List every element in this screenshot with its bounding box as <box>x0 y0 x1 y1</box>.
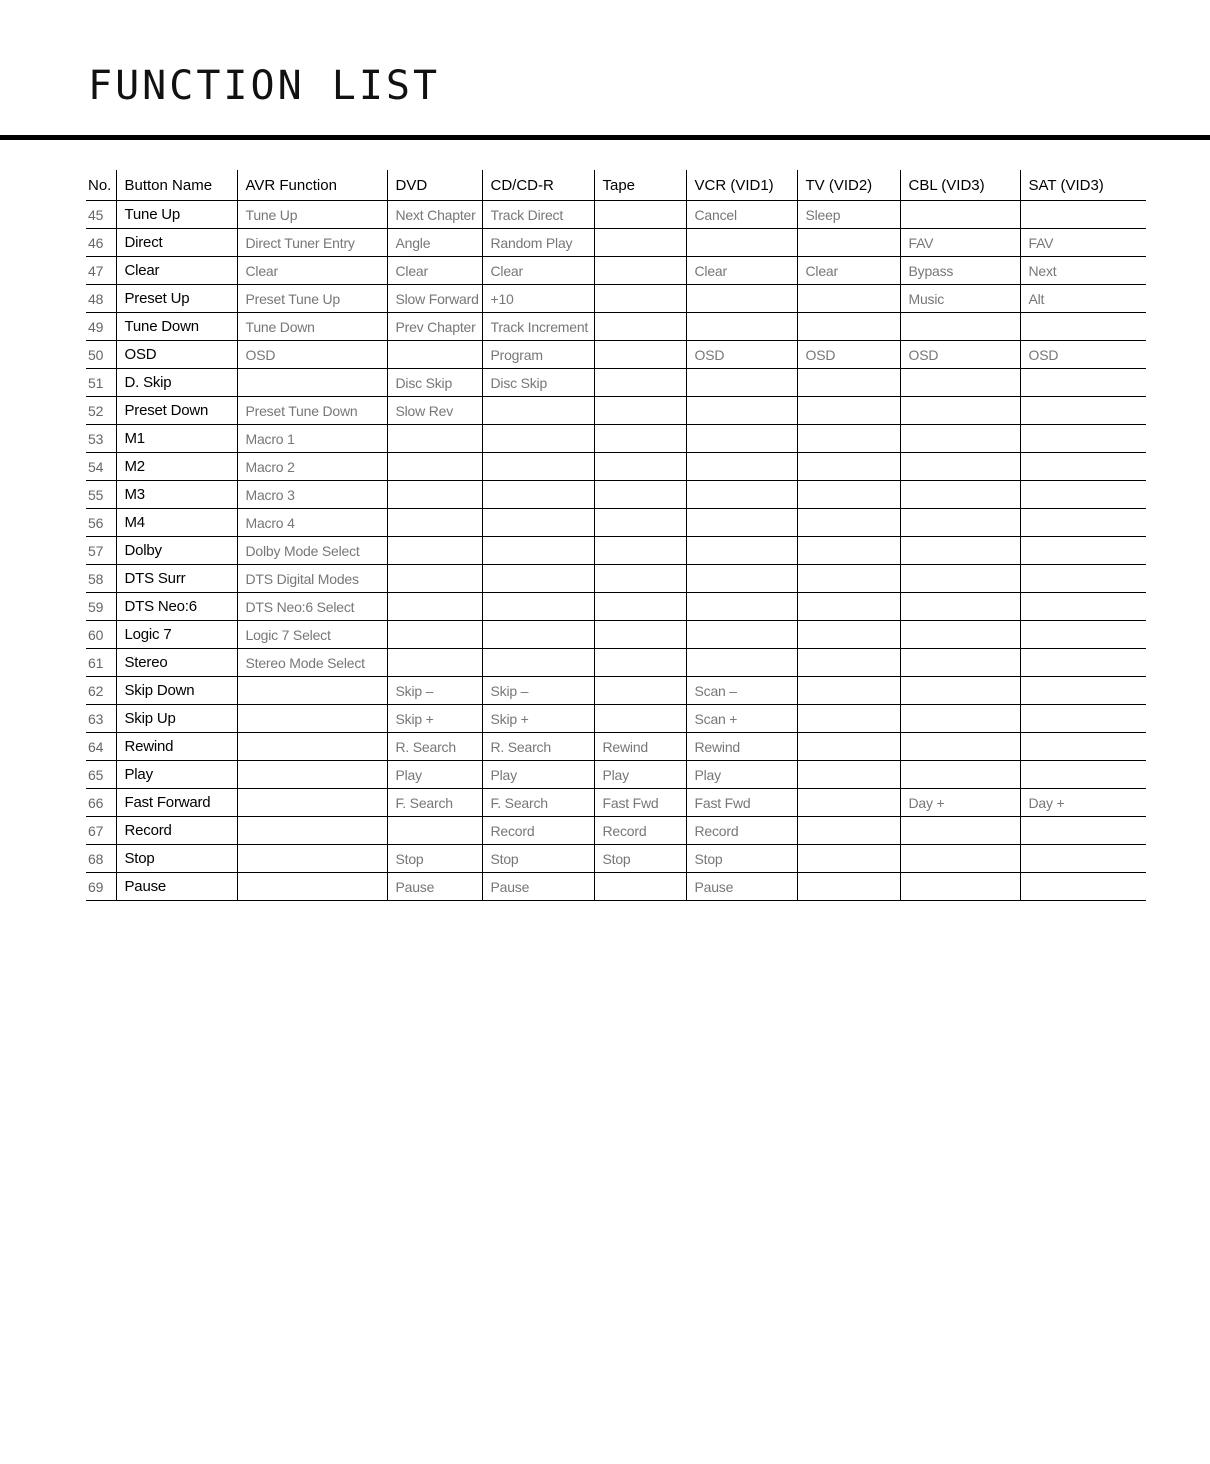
cell-cd: Skip + <box>482 705 594 733</box>
cell-button-name: DTS Surr <box>116 565 237 593</box>
header-sat: SAT (VID3) <box>1020 170 1146 201</box>
cell-avr-function: Macro 2 <box>237 453 387 481</box>
cell-avr-function: Stereo Mode Select <box>237 649 387 677</box>
cell-button-name: Preset Up <box>116 285 237 313</box>
cell-sat <box>1020 677 1146 705</box>
table-row <box>86 425 1146 453</box>
cell-no: 45 <box>86 201 116 229</box>
cell-sat <box>1020 733 1146 761</box>
cell-no: 61 <box>86 649 116 677</box>
cell-sat <box>1020 705 1146 733</box>
table-row <box>86 285 1146 313</box>
cell-cbl <box>900 845 1020 873</box>
table-row <box>86 369 1146 397</box>
cell-avr-function: DTS Neo:6 Select <box>237 593 387 621</box>
cell-tv <box>797 481 900 509</box>
cell-vcr: Scan + <box>686 705 797 733</box>
cell-avr-function <box>237 873 387 901</box>
cell-cd <box>482 621 594 649</box>
cell-tape: Rewind <box>594 733 686 761</box>
cell-dvd: Skip – <box>387 677 482 705</box>
cell-dvd <box>387 649 482 677</box>
cell-vcr: Pause <box>686 873 797 901</box>
table-row <box>86 565 1146 593</box>
cell-tv <box>797 873 900 901</box>
function-table <box>86 170 1146 901</box>
cell-cd <box>482 593 594 621</box>
cell-avr-function <box>237 705 387 733</box>
cell-vcr <box>686 565 797 593</box>
table-row <box>86 817 1146 845</box>
cell-sat <box>1020 649 1146 677</box>
cell-dvd <box>387 481 482 509</box>
cell-vcr <box>686 285 797 313</box>
cell-button-name: Logic 7 <box>116 621 237 649</box>
cell-cbl <box>900 873 1020 901</box>
cell-no: 64 <box>86 733 116 761</box>
cell-vcr: Record <box>686 817 797 845</box>
cell-tv <box>797 509 900 537</box>
cell-cbl <box>900 537 1020 565</box>
cell-button-name: D. Skip <box>116 369 237 397</box>
cell-tape <box>594 397 686 425</box>
cell-sat <box>1020 313 1146 341</box>
cell-sat <box>1020 761 1146 789</box>
cell-cbl <box>900 397 1020 425</box>
cell-tape <box>594 481 686 509</box>
cell-cbl <box>900 593 1020 621</box>
cell-button-name: Tune Up <box>116 201 237 229</box>
cell-vcr <box>686 537 797 565</box>
cell-no: 67 <box>86 817 116 845</box>
cell-button-name: Direct <box>116 229 237 257</box>
cell-dvd: Slow Rev <box>387 397 482 425</box>
cell-button-name: Skip Down <box>116 677 237 705</box>
header-avr-function: AVR Function <box>237 170 387 201</box>
table-row <box>86 537 1146 565</box>
cell-dvd <box>387 593 482 621</box>
cell-button-name: Stop <box>116 845 237 873</box>
cell-cbl <box>900 201 1020 229</box>
cell-cbl <box>900 453 1020 481</box>
cell-dvd <box>387 817 482 845</box>
cell-tv <box>797 285 900 313</box>
cell-tape <box>594 565 686 593</box>
cell-vcr: Play <box>686 761 797 789</box>
cell-dvd: Angle <box>387 229 482 257</box>
cell-tv <box>797 565 900 593</box>
cell-cd: Random Play <box>482 229 594 257</box>
cell-button-name: Dolby <box>116 537 237 565</box>
cell-cd: Track Direct <box>482 201 594 229</box>
cell-tv <box>797 537 900 565</box>
cell-dvd: Prev Chapter <box>387 313 482 341</box>
cell-tape <box>594 229 686 257</box>
cell-sat: OSD <box>1020 341 1146 369</box>
cell-button-name: Play <box>116 761 237 789</box>
cell-no: 53 <box>86 425 116 453</box>
cell-avr-function: Macro 1 <box>237 425 387 453</box>
cell-tv: OSD <box>797 341 900 369</box>
cell-cd <box>482 453 594 481</box>
cell-avr-function: Direct Tuner Entry <box>237 229 387 257</box>
cell-tape: Stop <box>594 845 686 873</box>
cell-no: 66 <box>86 789 116 817</box>
cell-dvd: Skip + <box>387 705 482 733</box>
header-cbl: CBL (VID3) <box>900 170 1020 201</box>
table-row <box>86 621 1146 649</box>
cell-tape <box>594 257 686 285</box>
cell-cbl <box>900 677 1020 705</box>
cell-cbl <box>900 649 1020 677</box>
cell-tape <box>594 705 686 733</box>
table-row <box>86 509 1146 537</box>
cell-avr-function <box>237 733 387 761</box>
cell-dvd <box>387 509 482 537</box>
cell-vcr: Clear <box>686 257 797 285</box>
cell-tape <box>594 649 686 677</box>
cell-cbl <box>900 761 1020 789</box>
cell-dvd <box>387 341 482 369</box>
cell-cbl: Bypass <box>900 257 1020 285</box>
cell-button-name: Clear <box>116 257 237 285</box>
cell-tape <box>594 677 686 705</box>
cell-button-name: Fast Forward <box>116 789 237 817</box>
table-row <box>86 677 1146 705</box>
cell-dvd: Clear <box>387 257 482 285</box>
cell-tape <box>594 537 686 565</box>
cell-vcr <box>686 621 797 649</box>
cell-vcr: Stop <box>686 845 797 873</box>
cell-tv <box>797 453 900 481</box>
cell-vcr <box>686 509 797 537</box>
cell-sat <box>1020 817 1146 845</box>
header-tv: TV (VID2) <box>797 170 900 201</box>
cell-tape <box>594 369 686 397</box>
cell-dvd: Next Chapter <box>387 201 482 229</box>
cell-cbl: OSD <box>900 341 1020 369</box>
cell-dvd <box>387 565 482 593</box>
cell-sat <box>1020 537 1146 565</box>
cell-cd <box>482 649 594 677</box>
cell-cbl <box>900 621 1020 649</box>
cell-dvd <box>387 453 482 481</box>
cell-sat <box>1020 845 1146 873</box>
cell-tape <box>594 201 686 229</box>
cell-dvd <box>387 537 482 565</box>
cell-sat <box>1020 621 1146 649</box>
cell-avr-function: Macro 3 <box>237 481 387 509</box>
table-row <box>86 761 1146 789</box>
header-button-name: Button Name <box>116 170 237 201</box>
cell-button-name: Tune Down <box>116 313 237 341</box>
cell-no: 49 <box>86 313 116 341</box>
cell-no: 56 <box>86 509 116 537</box>
cell-no: 60 <box>86 621 116 649</box>
cell-no: 51 <box>86 369 116 397</box>
cell-tape: Record <box>594 817 686 845</box>
cell-no: 52 <box>86 397 116 425</box>
table-row <box>86 705 1146 733</box>
cell-cd: F. Search <box>482 789 594 817</box>
cell-tape <box>594 341 686 369</box>
cell-cd <box>482 425 594 453</box>
cell-no: 48 <box>86 285 116 313</box>
cell-avr-function: Tune Down <box>237 313 387 341</box>
cell-avr-function: Dolby Mode Select <box>237 537 387 565</box>
cell-button-name: M2 <box>116 453 237 481</box>
cell-tape: Fast Fwd <box>594 789 686 817</box>
cell-no: 58 <box>86 565 116 593</box>
cell-cbl <box>900 705 1020 733</box>
cell-cd: +10 <box>482 285 594 313</box>
cell-vcr <box>686 369 797 397</box>
cell-dvd <box>387 621 482 649</box>
cell-cbl <box>900 509 1020 537</box>
cell-dvd: Pause <box>387 873 482 901</box>
cell-no: 68 <box>86 845 116 873</box>
cell-tv <box>797 313 900 341</box>
cell-button-name: M1 <box>116 425 237 453</box>
cell-avr-function: Preset Tune Down <box>237 397 387 425</box>
cell-avr-function <box>237 817 387 845</box>
cell-cbl <box>900 313 1020 341</box>
cell-button-name: Preset Down <box>116 397 237 425</box>
table-row <box>86 257 1146 285</box>
cell-cd <box>482 537 594 565</box>
cell-no: 62 <box>86 677 116 705</box>
table-row <box>86 313 1146 341</box>
cell-button-name: Rewind <box>116 733 237 761</box>
cell-vcr <box>686 593 797 621</box>
cell-cbl <box>900 425 1020 453</box>
cell-avr-function: Macro 4 <box>237 509 387 537</box>
table-row <box>86 229 1146 257</box>
cell-no: 59 <box>86 593 116 621</box>
cell-vcr <box>686 649 797 677</box>
cell-tape: Play <box>594 761 686 789</box>
header-vcr: VCR (VID1) <box>686 170 797 201</box>
cell-cd: Play <box>482 761 594 789</box>
cell-cd <box>482 509 594 537</box>
cell-cd: Record <box>482 817 594 845</box>
cell-vcr <box>686 425 797 453</box>
cell-tv <box>797 817 900 845</box>
cell-dvd: F. Search <box>387 789 482 817</box>
cell-tv <box>797 425 900 453</box>
cell-avr-function <box>237 845 387 873</box>
cell-sat <box>1020 397 1146 425</box>
cell-tv <box>797 397 900 425</box>
cell-cd: Pause <box>482 873 594 901</box>
cell-cbl <box>900 817 1020 845</box>
cell-sat: Alt <box>1020 285 1146 313</box>
cell-no: 47 <box>86 257 116 285</box>
cell-cbl <box>900 733 1020 761</box>
table-row <box>86 397 1146 425</box>
cell-sat <box>1020 873 1146 901</box>
cell-tape <box>594 425 686 453</box>
cell-sat: FAV <box>1020 229 1146 257</box>
cell-cd: R. Search <box>482 733 594 761</box>
cell-dvd: Disc Skip <box>387 369 482 397</box>
header-no: No. <box>86 170 116 201</box>
cell-button-name: M3 <box>116 481 237 509</box>
cell-tape <box>594 453 686 481</box>
cell-cd: Stop <box>482 845 594 873</box>
cell-cd: Track Increment <box>482 313 594 341</box>
title-divider <box>0 135 1210 140</box>
cell-dvd: R. Search <box>387 733 482 761</box>
header-tape: Tape <box>594 170 686 201</box>
cell-cd: Skip – <box>482 677 594 705</box>
cell-avr-function: Tune Up <box>237 201 387 229</box>
cell-cbl <box>900 481 1020 509</box>
cell-sat <box>1020 481 1146 509</box>
cell-sat <box>1020 509 1146 537</box>
cell-tape <box>594 285 686 313</box>
cell-avr-function <box>237 761 387 789</box>
cell-no: 54 <box>86 453 116 481</box>
cell-avr-function: Clear <box>237 257 387 285</box>
cell-no: 50 <box>86 341 116 369</box>
cell-tv: Sleep <box>797 201 900 229</box>
cell-vcr <box>686 453 797 481</box>
cell-dvd: Play <box>387 761 482 789</box>
cell-tape <box>594 873 686 901</box>
cell-avr-function: Logic 7 Select <box>237 621 387 649</box>
cell-tv <box>797 789 900 817</box>
cell-tv <box>797 621 900 649</box>
table-header-row <box>86 170 1146 201</box>
cell-button-name: M4 <box>116 509 237 537</box>
cell-button-name: Record <box>116 817 237 845</box>
cell-no: 57 <box>86 537 116 565</box>
cell-tv <box>797 705 900 733</box>
cell-avr-function <box>237 789 387 817</box>
cell-no: 63 <box>86 705 116 733</box>
cell-sat: Day + <box>1020 789 1146 817</box>
table-row <box>86 789 1146 817</box>
page-title: FUNCTION LIST <box>88 63 441 109</box>
cell-avr-function <box>237 369 387 397</box>
cell-vcr <box>686 481 797 509</box>
cell-dvd: Slow Forward <box>387 285 482 313</box>
table-row <box>86 201 1146 229</box>
cell-button-name: Skip Up <box>116 705 237 733</box>
cell-tv <box>797 733 900 761</box>
cell-avr-function: DTS Digital Modes <box>237 565 387 593</box>
cell-sat <box>1020 369 1146 397</box>
cell-tape <box>594 313 686 341</box>
cell-tape <box>594 593 686 621</box>
cell-vcr: OSD <box>686 341 797 369</box>
cell-vcr <box>686 397 797 425</box>
cell-button-name: DTS Neo:6 <box>116 593 237 621</box>
cell-tape <box>594 509 686 537</box>
cell-tv <box>797 677 900 705</box>
cell-vcr: Rewind <box>686 733 797 761</box>
cell-tv <box>797 593 900 621</box>
cell-sat <box>1020 565 1146 593</box>
cell-tv <box>797 761 900 789</box>
cell-vcr: Scan – <box>686 677 797 705</box>
cell-dvd: Stop <box>387 845 482 873</box>
cell-vcr <box>686 229 797 257</box>
header-cd: CD/CD-R <box>482 170 594 201</box>
cell-cbl <box>900 369 1020 397</box>
cell-no: 69 <box>86 873 116 901</box>
cell-avr-function: Preset Tune Up <box>237 285 387 313</box>
cell-button-name: OSD <box>116 341 237 369</box>
cell-sat <box>1020 425 1146 453</box>
cell-cbl: Day + <box>900 789 1020 817</box>
table-row <box>86 341 1146 369</box>
table-row <box>86 593 1146 621</box>
cell-tv <box>797 845 900 873</box>
cell-vcr: Cancel <box>686 201 797 229</box>
cell-tv <box>797 369 900 397</box>
cell-cd <box>482 481 594 509</box>
cell-tape <box>594 621 686 649</box>
table-row <box>86 649 1146 677</box>
cell-cd <box>482 397 594 425</box>
cell-sat <box>1020 201 1146 229</box>
header-dvd: DVD <box>387 170 482 201</box>
cell-cbl: FAV <box>900 229 1020 257</box>
table-row <box>86 845 1146 873</box>
cell-no: 46 <box>86 229 116 257</box>
cell-vcr: Fast Fwd <box>686 789 797 817</box>
cell-tv <box>797 649 900 677</box>
cell-cd <box>482 565 594 593</box>
table-body <box>86 201 1146 901</box>
cell-tv: Clear <box>797 257 900 285</box>
cell-sat: Next <box>1020 257 1146 285</box>
table-row <box>86 481 1146 509</box>
cell-dvd <box>387 425 482 453</box>
table-row <box>86 733 1146 761</box>
cell-cd: Clear <box>482 257 594 285</box>
cell-cbl: Music <box>900 285 1020 313</box>
cell-cbl <box>900 565 1020 593</box>
cell-cd: Disc Skip <box>482 369 594 397</box>
cell-cd: Program <box>482 341 594 369</box>
table-row <box>86 453 1146 481</box>
cell-button-name: Stereo <box>116 649 237 677</box>
cell-sat <box>1020 453 1146 481</box>
cell-avr-function <box>237 677 387 705</box>
cell-button-name: Pause <box>116 873 237 901</box>
cell-no: 55 <box>86 481 116 509</box>
cell-no: 65 <box>86 761 116 789</box>
cell-sat <box>1020 593 1146 621</box>
cell-avr-function: OSD <box>237 341 387 369</box>
table-row <box>86 873 1146 901</box>
cell-vcr <box>686 313 797 341</box>
cell-tv <box>797 229 900 257</box>
